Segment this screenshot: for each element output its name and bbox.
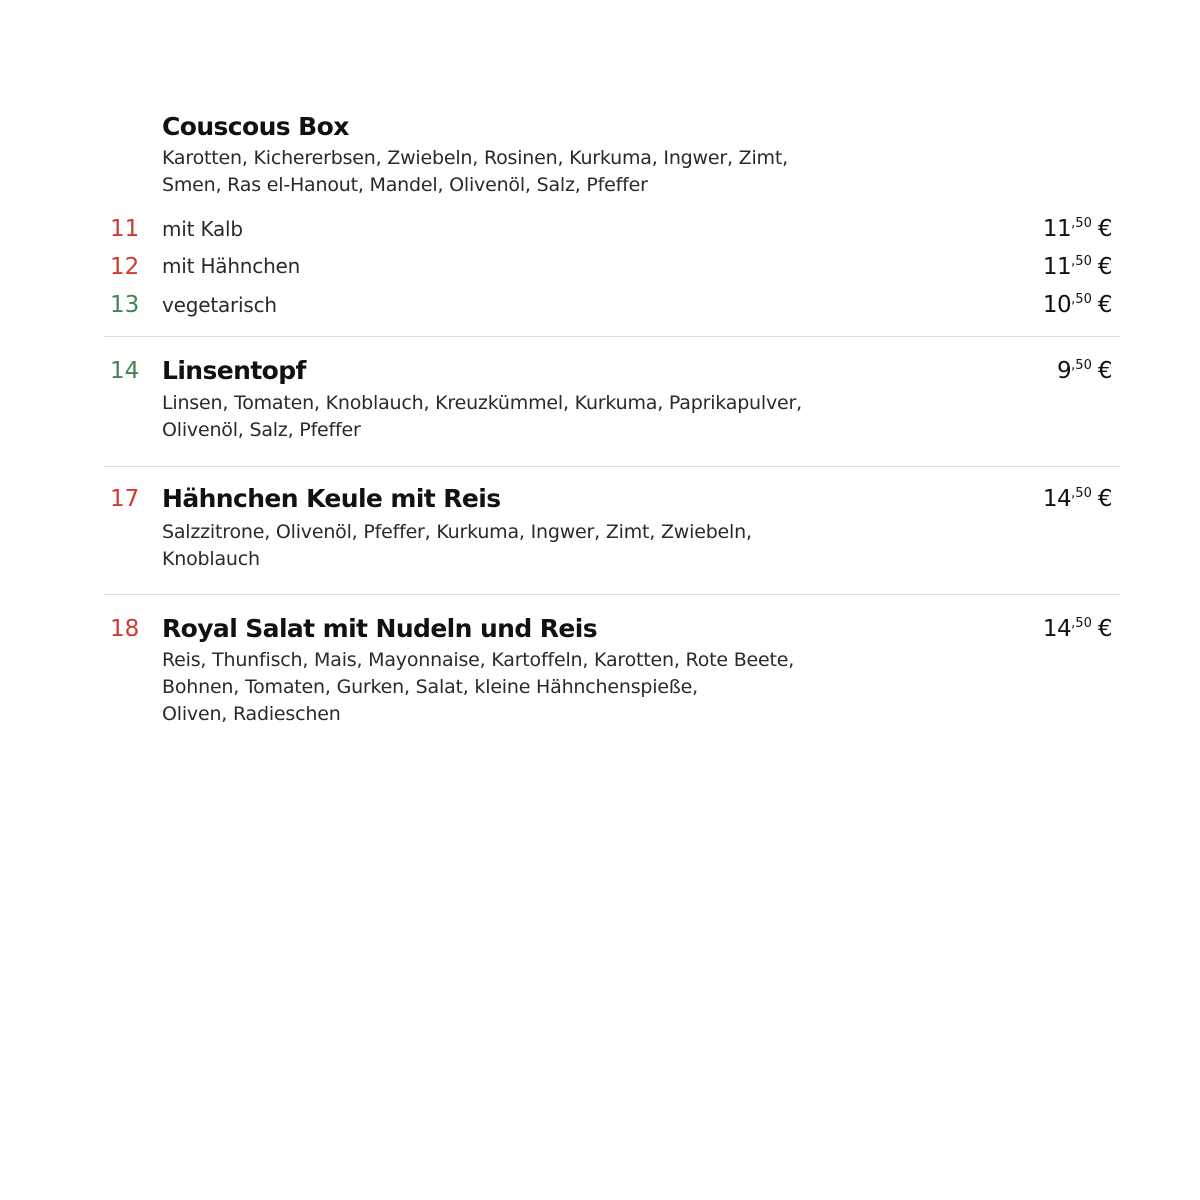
dish-description <box>162 519 882 573</box>
section-divider <box>104 336 1120 337</box>
price <box>1043 615 1112 643</box>
price-main: 11 <box>1042 216 1072 242</box>
currency-symbol: € <box>1097 254 1112 280</box>
price-cents: ,50 <box>1071 292 1092 307</box>
currency-symbol: € <box>1097 358 1112 384</box>
dish-title: Royal Salat mit Nudeln und Reis <box>162 614 598 643</box>
currency-symbol: € <box>1097 486 1112 512</box>
currency-symbol: € <box>1097 616 1112 642</box>
price <box>1043 291 1112 319</box>
price-cents: ,50 <box>1071 616 1092 631</box>
dish-description-line: Olivenöl, Salz, Pfeffer <box>162 419 361 441</box>
price <box>1043 215 1112 243</box>
price <box>1057 357 1112 385</box>
price <box>1043 485 1112 513</box>
price-cents: ,50 <box>1071 486 1092 501</box>
price-cents: ,50 <box>1071 254 1092 269</box>
price-main: 9 <box>1057 358 1072 384</box>
currency-symbol: € <box>1097 216 1112 242</box>
dish-title: Couscous Box <box>162 112 349 141</box>
price-main: 10 <box>1042 292 1072 318</box>
dish-description-line: Smen, Ras el-Hanout, Mandel, Olivenöl, Salz, Pfeffer <box>162 174 648 196</box>
currency-symbol: € <box>1097 292 1112 318</box>
price-main: 14 <box>1042 616 1072 642</box>
dish-description-line: Salzzitrone, Olivenöl, Pfeffer, Kurkuma, Ingwer, Zimt, Zwiebeln, <box>162 521 752 543</box>
price-cents: ,50 <box>1071 216 1092 231</box>
dish-number: 11 <box>110 216 140 242</box>
dish-description <box>162 145 882 199</box>
dish-description-line: Bohnen, Tomaten, Gurken, Salat, kleine Hähnchenspieße, <box>162 676 698 698</box>
dish-title: Hähnchen Keule mit Reis <box>162 484 501 513</box>
price-main: 11 <box>1042 254 1072 280</box>
section-divider <box>104 466 1120 467</box>
dish-description-line: Karotten, Kichererbsen, Zwiebeln, Rosinen, Kurkuma, Ingwer, Zimt, <box>162 147 788 169</box>
dish-title: Linsentopf <box>162 356 306 385</box>
dish-description-line: Knoblauch <box>162 548 260 570</box>
variant-label: mit Hähnchen <box>162 254 301 278</box>
section-divider <box>104 594 1120 595</box>
dish-description <box>162 390 882 444</box>
price <box>1043 253 1112 281</box>
variant-label: vegetarisch <box>162 293 277 317</box>
dish-description-line: Linsen, Tomaten, Knoblauch, Kreuzkümmel, Kurkuma, Paprikapulver, <box>162 392 802 414</box>
price-cents: ,50 <box>1071 358 1092 373</box>
dish-description-line: Oliven, Radieschen <box>162 703 341 725</box>
dish-number: 14 <box>110 358 140 384</box>
dish-number: 13 <box>110 292 140 318</box>
dish-number: 12 <box>110 254 140 280</box>
dish-number: 17 <box>110 486 140 512</box>
dish-number: 18 <box>110 616 140 642</box>
dish-description <box>162 647 882 728</box>
variant-label: mit Kalb <box>162 217 243 241</box>
dish-description-line: Reis, Thunfisch, Mais, Mayonnaise, Kartoffeln, Karotten, Rote Beete, <box>162 649 795 671</box>
price-main: 14 <box>1042 486 1072 512</box>
